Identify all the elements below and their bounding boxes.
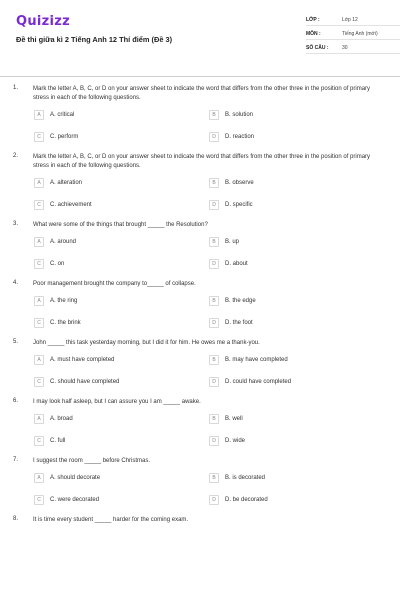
option-label: A. should decorate (50, 475, 101, 481)
option-letter-box: B (209, 237, 219, 247)
answer-options (34, 413, 384, 447)
option-letter-box: C (34, 495, 44, 505)
answer-option[interactable] (34, 199, 209, 211)
answer-option[interactable] (34, 317, 209, 329)
question-number: 8. (13, 516, 19, 522)
option-label: C. perform (50, 134, 79, 140)
option-label: D. could have completed (225, 379, 292, 385)
answer-option[interactable] (209, 494, 384, 506)
answer-options (34, 354, 384, 388)
option-label: B. solution (225, 112, 254, 118)
answer-option[interactable] (209, 199, 384, 211)
option-letter-box: B (209, 355, 219, 365)
quiz-meta (306, 15, 400, 57)
header-divider (0, 76, 400, 77)
option-row (34, 376, 384, 388)
option-label: C. were decorated (50, 497, 100, 503)
answer-options (34, 295, 384, 329)
meta-label: SỐ CÂU : (306, 45, 329, 51)
question-number: 1. (13, 85, 19, 91)
option-letter-box: C (34, 132, 44, 142)
option-letter-box: A (34, 237, 44, 247)
question-number: 5. (13, 339, 19, 345)
quiz-title: Đề thi giữa kì 2 Tiếng Anh 12 Thí điểm (Đề 3) (16, 35, 173, 44)
answer-option[interactable] (34, 109, 209, 121)
option-label: A. must have completed (50, 357, 115, 363)
question-item (13, 339, 384, 388)
question-item (13, 516, 384, 525)
answer-option[interactable] (209, 376, 384, 388)
option-letter-box: A (34, 178, 44, 188)
answer-option[interactable] (34, 376, 209, 388)
question-text: John _____ this task yesterday morning, but I did it for him. He owes me a thank-you. (33, 340, 260, 346)
option-label: B. up (225, 239, 240, 245)
option-label: D. be decorated (225, 497, 268, 503)
option-letter-box: B (209, 296, 219, 306)
option-label: B. may have completed (225, 357, 288, 363)
answer-option[interactable] (34, 258, 209, 270)
option-row (34, 199, 384, 211)
answer-option[interactable] (34, 131, 209, 143)
option-row (34, 435, 384, 447)
option-letter-box: D (209, 200, 219, 210)
question-item (13, 153, 384, 211)
answer-option[interactable] (34, 494, 209, 506)
option-row (34, 258, 384, 270)
option-letter-box: A (34, 414, 44, 424)
option-label: B. the edge (225, 298, 256, 304)
question-text: Mark the letter A, B, C, or D on your answer sheet to indicate the word that differs from the other three in the position of primary stress in each of the following questions. (33, 86, 371, 101)
quizizz-logo[interactable]: Quizizz (16, 14, 71, 29)
option-label: D. reaction (225, 134, 255, 140)
meta-value: Lớp 12 (342, 17, 358, 23)
answer-option[interactable] (209, 131, 384, 143)
answer-option[interactable] (34, 354, 209, 366)
option-label: D. wide (225, 438, 246, 444)
option-row (34, 494, 384, 506)
option-letter-box: A (34, 110, 44, 120)
option-label: B. observe (225, 180, 254, 186)
question-text: Mark the letter A, B, C, or D on your answer sheet to indicate the word that differs from the other three in the position of primary stress in each of the following questions. (33, 154, 371, 169)
option-letter-box: C (34, 318, 44, 328)
question-item (13, 85, 384, 143)
option-label: B. well (225, 416, 243, 422)
meta-label: LỚP : (306, 17, 320, 23)
option-label: C. achievement (50, 202, 92, 208)
option-label: C. should have completed (50, 379, 120, 385)
option-label: A. the ring (50, 298, 78, 304)
question-number: 4. (13, 280, 19, 286)
answer-option[interactable] (209, 413, 384, 425)
question-text: It is time every student _____ harder for the coming exam. (33, 517, 189, 523)
option-label: C. full (50, 438, 66, 444)
option-label: A. alteration (50, 180, 83, 186)
meta-row-subject (306, 29, 400, 40)
answer-option[interactable] (209, 236, 384, 248)
question-text: I suggest the room _____ before Christmas. (33, 458, 151, 464)
option-letter-box: A (34, 296, 44, 306)
meta-row-class (306, 15, 400, 26)
question-item (13, 280, 384, 329)
question-item (13, 457, 384, 506)
meta-label: MÔN : (306, 31, 321, 37)
option-label: C. the brink (50, 320, 81, 326)
answer-option[interactable] (209, 354, 384, 366)
option-letter-box: C (34, 259, 44, 269)
option-row (34, 317, 384, 329)
question-number: 3. (13, 221, 19, 227)
option-letter-box: C (34, 377, 44, 387)
option-row (34, 236, 384, 248)
answer-options (34, 472, 384, 506)
answer-option[interactable] (209, 472, 384, 484)
option-row (34, 109, 384, 121)
option-label: D. specific (225, 202, 253, 208)
option-letter-box: B (209, 414, 219, 424)
option-label: D. about (225, 261, 248, 267)
answer-option[interactable] (34, 236, 209, 248)
meta-row-count (306, 43, 400, 54)
option-row (34, 295, 384, 307)
option-letter-box: B (209, 110, 219, 120)
answer-option[interactable] (209, 177, 384, 189)
answer-option[interactable] (34, 472, 209, 484)
option-label: B. is decorated (225, 475, 266, 481)
option-letter-box: A (34, 473, 44, 483)
answer-options (34, 109, 384, 143)
option-letter-box: B (209, 473, 219, 483)
option-row (34, 131, 384, 143)
option-letter-box: D (209, 259, 219, 269)
answer-option[interactable] (34, 435, 209, 447)
question-number: 7. (13, 457, 19, 463)
meta-value: Tiếng Anh (mới) (342, 31, 378, 37)
question-number: 2. (13, 153, 19, 159)
option-letter-box: A (34, 355, 44, 365)
option-label: C. on (50, 261, 65, 267)
option-letter-box: B (209, 178, 219, 188)
question-list (13, 85, 384, 525)
option-letter-box: D (209, 495, 219, 505)
option-row (34, 177, 384, 189)
answer-option[interactable] (34, 295, 209, 307)
answer-option[interactable] (209, 435, 384, 447)
option-row (34, 472, 384, 484)
answer-option[interactable] (209, 317, 384, 329)
option-row (34, 413, 384, 425)
question-text: I may look half asleep, but I can assure you I am _____ awake. (33, 399, 201, 405)
question-text: What were some of the things that brought _____ the Resolution? (33, 222, 208, 228)
option-letter-box: D (209, 436, 219, 446)
header (16, 14, 384, 72)
answer-option[interactable] (209, 295, 384, 307)
question-item (13, 221, 384, 270)
option-label: A. critical (50, 112, 75, 118)
question-text: Poor management brought the company to_____ of collapse. (33, 281, 196, 287)
answer-options (34, 236, 384, 270)
question-item (13, 398, 384, 447)
meta-value: 30 (342, 45, 348, 51)
option-row (34, 354, 384, 366)
option-label: A. broad (50, 416, 73, 422)
question-number: 6. (13, 398, 19, 404)
option-label: D. the foot (225, 320, 253, 326)
option-letter-box: C (34, 436, 44, 446)
answer-options (34, 177, 384, 211)
option-label: A. around (50, 239, 77, 245)
answer-option[interactable] (34, 413, 209, 425)
option-letter-box: D (209, 132, 219, 142)
answer-option[interactable] (209, 258, 384, 270)
option-letter-box: D (209, 318, 219, 328)
option-letter-box: D (209, 377, 219, 387)
answer-option[interactable] (209, 109, 384, 121)
answer-option[interactable] (34, 177, 209, 189)
option-letter-box: C (34, 200, 44, 210)
